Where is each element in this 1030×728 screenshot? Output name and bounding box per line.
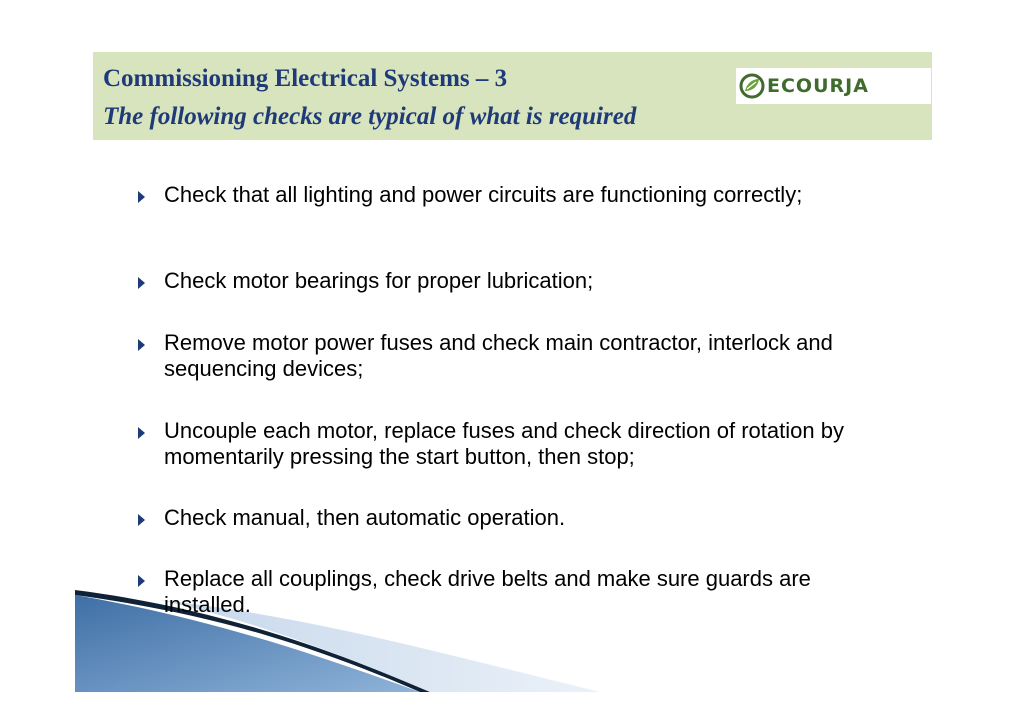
list-item-text: Check manual, then automatic operation. [164,505,566,530]
triangle-right-icon [138,575,145,587]
list-item-text: Check motor bearings for proper lubrication; [164,268,594,293]
list-item-text: Remove motor power fuses and check main contractor, interlock and sequencing devices; [164,330,833,381]
triangle-right-icon [138,339,145,351]
triangle-right-icon [138,191,145,203]
page-subtitle: The following checks are typical of what is required [103,103,637,130]
list-item-text: Replace all couplings, check drive belts and make sure guards are installed. [164,566,811,617]
list-item-text: Uncouple each motor, replace fuses and check direction of rotation by momentarily pressing the start button, then stop; [164,418,844,469]
page-title: Commissioning Electrical Systems – 3 [103,65,508,92]
logo-text: ECOURJA [767,75,869,97]
triangle-right-icon [138,427,145,439]
list-item-text: Check that all lighting and power circuits are functioning correctly; [164,182,803,207]
triangle-right-icon [138,277,145,289]
triangle-right-icon [138,514,145,526]
